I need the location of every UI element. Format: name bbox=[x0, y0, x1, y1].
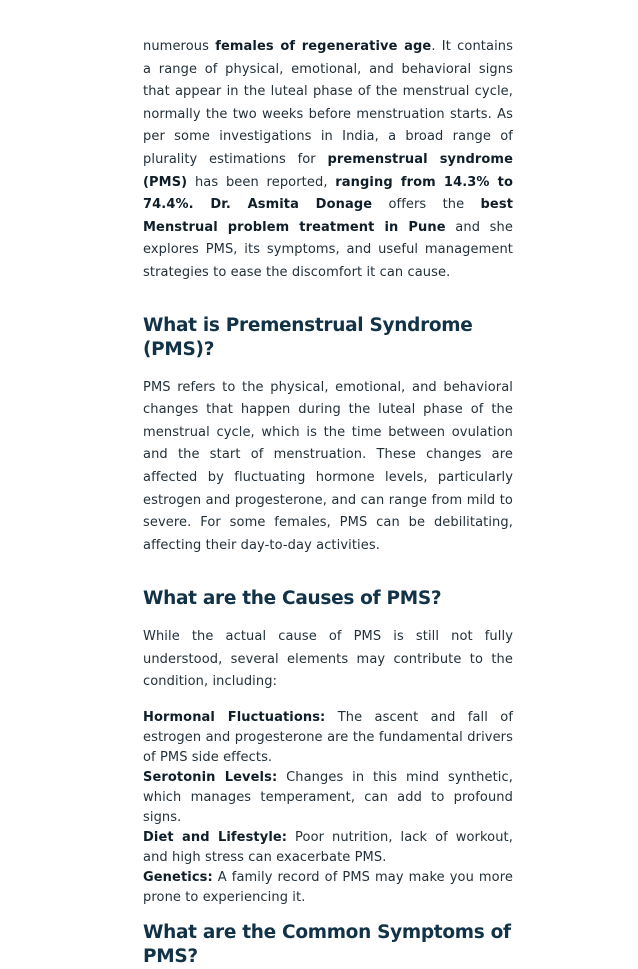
list-item bbox=[143, 828, 513, 868]
intro-bold-ranging: ranging from 14.3% to 74.4%. Dr. Asmita Donage bbox=[143, 174, 513, 213]
intro-paragraph bbox=[143, 36, 513, 285]
list-item bbox=[143, 768, 513, 828]
list-item-text: A family record of PMS may make you more prone to experiencing it. bbox=[143, 870, 513, 906]
list-item-text: Changes in this mind synthetic, which manages temperament, can add to profound signs. bbox=[143, 770, 513, 826]
document-page bbox=[143, 36, 514, 968]
list-item-text: The ascent and fall of estrogen and progesterone are the fundamental drivers of PMS side effects. bbox=[143, 710, 513, 766]
intro-bold-pms: premenstrual syndrome (PMS) bbox=[143, 151, 513, 190]
causes-list bbox=[143, 708, 513, 908]
list-item-term: Serotonin Levels: bbox=[143, 770, 278, 786]
intro-bold-females: females of regenerative age bbox=[215, 39, 432, 54]
heading-common-symptoms: What are the Common Symptoms of PMS? bbox=[143, 922, 511, 968]
list-item-term: Genetics: bbox=[143, 870, 213, 886]
intro-bold-treatment: best Menstrual problem treatment in Pune bbox=[143, 197, 514, 235]
causes-intro-paragraph: While the actual cause of PMS is still not fully understood, several elements may contribute to the condition, including: bbox=[143, 629, 513, 690]
list-item-text: Poor nutrition, lack of workout, and high stress can exacerbate PMS. bbox=[143, 830, 513, 866]
list-item bbox=[143, 868, 513, 908]
heading-what-is-pms: What is Premenstrual Syndrome (PMS)? bbox=[143, 314, 473, 360]
heading-causes-of-pms: What are the Causes of PMS? bbox=[143, 588, 442, 610]
list-item-term: Diet and Lifestyle: bbox=[143, 830, 288, 846]
intro-text-2: . It contains a range of physical, emotional, and behavioral signs that appear in the luteal phase of the menstrual cycle, normally the two weeks before menstruation starts. As per some investigations in India, a broad range of plurality estimations for bbox=[143, 39, 513, 167]
intro-text-3: has been reported, bbox=[187, 174, 336, 190]
list-item-term: Hormonal Fluctuations: bbox=[143, 710, 326, 726]
intro-text-5: and she explores PMS, its symptoms, and useful management strategies to ease the discomfort it can cause. bbox=[143, 219, 513, 280]
intro-text-1: numerous bbox=[143, 39, 216, 54]
intro-text-4: offers the bbox=[372, 197, 481, 213]
list-item bbox=[143, 708, 513, 768]
pms-definition-paragraph: PMS refers to the physical, emotional, and behavioral changes that happen during the luteal phase of the menstrual cycle, which is the time between ovulation and the start of menstruation. These changes are affected by fluctuating hormone levels, particularly estrogen and progesterone, and can range from mild to severe. For some females, PMS can be debilitating, affecting their day-to-day activities. bbox=[143, 379, 513, 553]
